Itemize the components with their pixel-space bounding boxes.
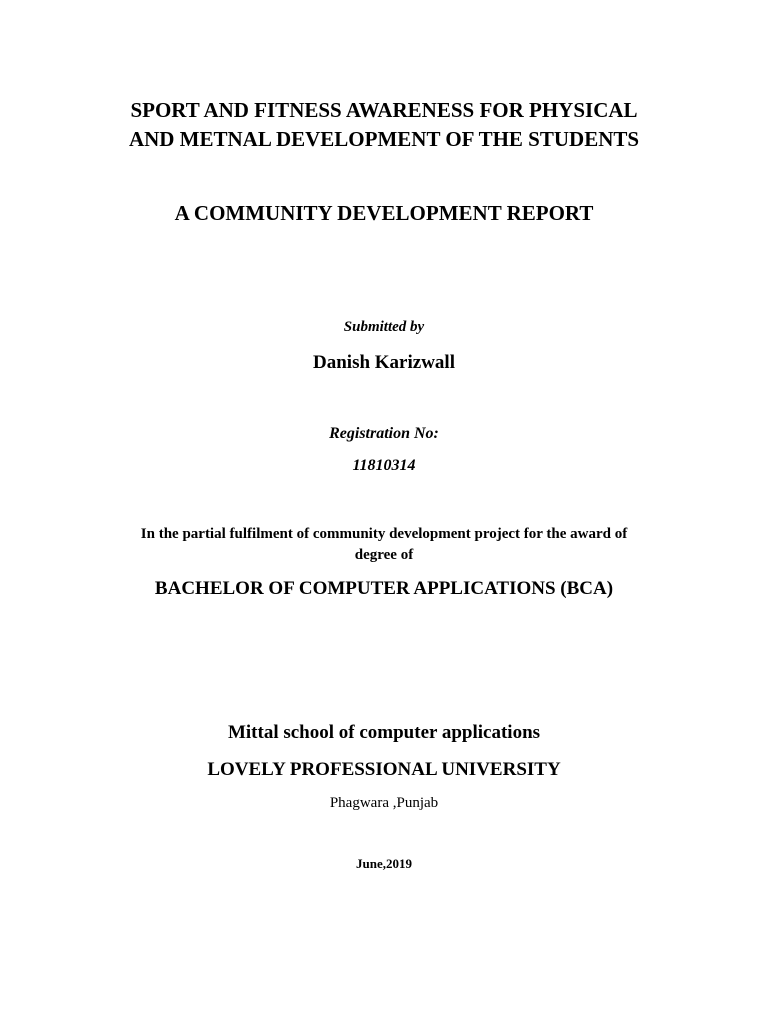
report-title-line-2: AND METNAL DEVELOPMENT OF THE STUDENTS xyxy=(128,127,640,151)
degree-name: BACHELOR OF COMPUTER APPLICATIONS (BCA) xyxy=(154,578,614,599)
registration-number: 11810314 xyxy=(352,457,416,474)
submitted-by-label: Submitted by xyxy=(343,319,425,335)
school-name: Mittal school of computer applications xyxy=(227,722,541,743)
location: Phagwara ,Punjab xyxy=(329,795,439,811)
university-name: LOVELY PROFESSIONAL UNIVERSITY xyxy=(207,759,561,780)
fulfilment-line-1: In the partial fulfilment of community development project for the award of xyxy=(140,526,628,542)
fulfilment-statement xyxy=(0,524,768,566)
report-title xyxy=(0,96,768,154)
submission-date: June,2019 xyxy=(356,856,412,871)
author-name: Danish Karizwall xyxy=(313,352,455,373)
registration-label: Registration No: xyxy=(329,425,439,442)
fulfilment-line-2: degree of xyxy=(354,547,414,563)
report-title-line-1: SPORT AND FITNESS AWARENESS FOR PHYSICAL xyxy=(130,98,638,122)
report-subtitle: A COMMUNITY DEVELOPMENT REPORT xyxy=(174,201,594,225)
